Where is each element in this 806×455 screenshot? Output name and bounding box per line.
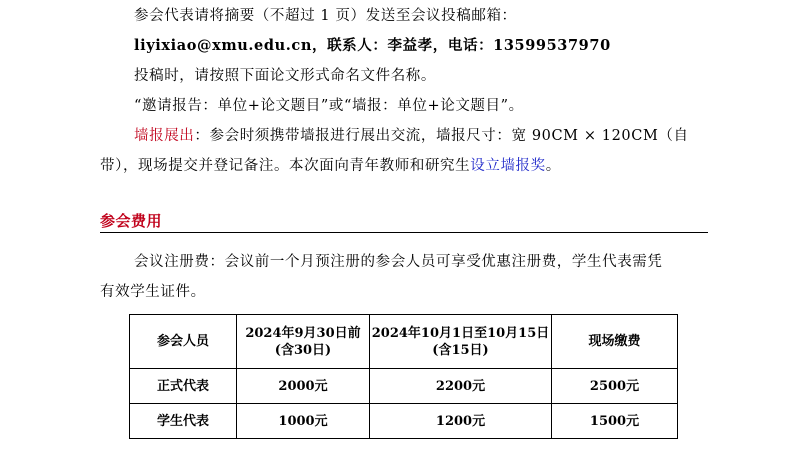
registration-continued-text: 有效学生证件。	[100, 284, 206, 300]
contact-text: liyixiao@xmu.edu.cn，联系人：李益孝，电话：13599537970	[134, 37, 611, 54]
poster-label: 墙报展出	[134, 128, 195, 144]
fee-cell: 1000元	[237, 404, 370, 439]
contact-line	[134, 36, 611, 56]
header-onsite-payment: 现场缴费	[552, 315, 678, 369]
section-title-fees: 参会费用	[100, 212, 163, 230]
poster-text: ：参会时须携带墙报进行展出交流，墙报尺寸：宽 90CM × 120CM（自	[194, 128, 689, 144]
poster-line	[134, 126, 689, 146]
header-early-registration: 2024年9月30日前 (含30日)	[237, 315, 370, 369]
fee-cell: 2000元	[237, 369, 370, 404]
fee-cell: 2200元	[370, 369, 552, 404]
poster-continued-text: 带），现场提交并登记备注。本次面向青年教师和研究生	[100, 158, 471, 174]
header-regular-registration: 2024年10月1日至10月15日 (含15日)	[370, 315, 552, 369]
naming-instruction-text: 投稿时，请按照下面论文形式命名文件名称。	[134, 68, 436, 84]
table-row	[130, 369, 678, 404]
fee-table	[129, 314, 678, 439]
submission-instruction-line	[134, 6, 517, 26]
naming-instruction-line	[134, 66, 436, 86]
registration-continued-line	[100, 282, 206, 302]
registration-text: 会议注册费：会议前一个月预注册的参会人员可享受优惠注册费，学生代表需凭	[134, 254, 663, 270]
registration-line	[134, 252, 663, 272]
poster-continued-line	[100, 156, 561, 176]
section-divider	[100, 232, 708, 233]
poster-continued-end: 。	[545, 158, 561, 174]
header-attendee: 参会人员	[130, 315, 237, 369]
row-label-regular-delegate: 正式代表	[130, 369, 237, 404]
poster-award-link[interactable]: 设立墙报奖	[470, 158, 546, 174]
row-label-student-delegate: 学生代表	[130, 404, 237, 439]
fee-cell: 1500元	[552, 404, 678, 439]
fee-table-header-row	[130, 315, 678, 369]
naming-format-text: “邀请报告：单位+论文题目”或“墙报：单位+论文题目”。	[134, 98, 524, 114]
fee-cell: 1200元	[370, 404, 552, 439]
fee-cell: 2500元	[552, 369, 678, 404]
naming-format-line	[134, 96, 524, 116]
submission-instruction-text: 参会代表请将摘要（不超过 1 页）发送至会议投稿邮箱：	[134, 8, 517, 24]
table-row	[130, 404, 678, 439]
